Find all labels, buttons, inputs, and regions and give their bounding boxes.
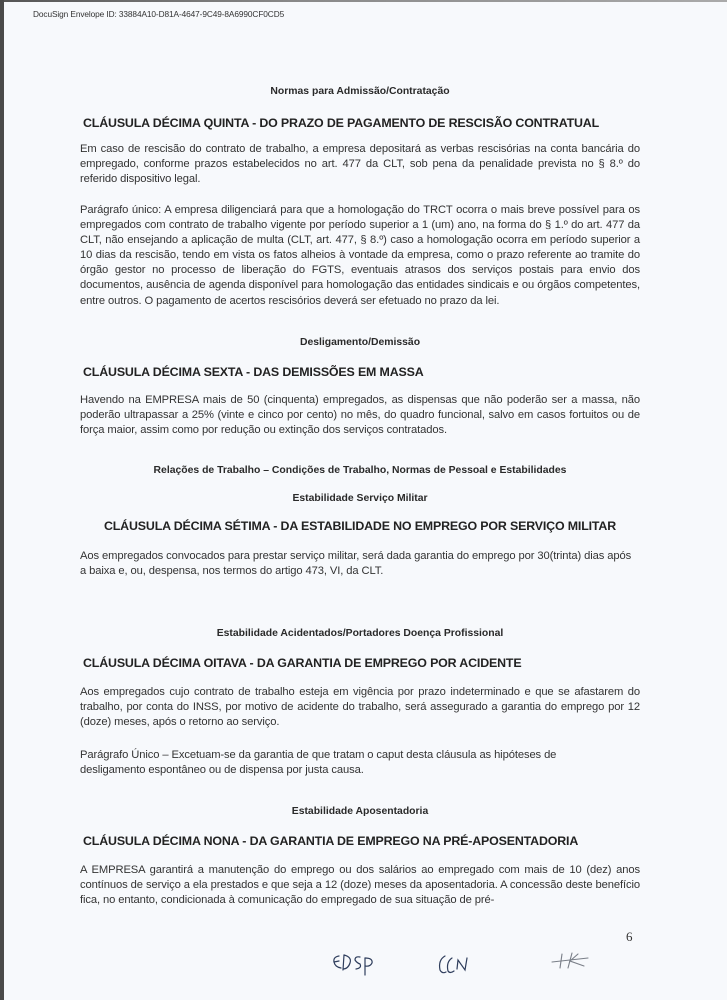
clause-title: CLÁUSULA DÉCIMA NONA - DA GARANTIA DE EMPREGO NA PRÉ-APOSENTADORIA <box>83 834 579 848</box>
initials-signature-3 <box>548 948 603 974</box>
section-heading: Relações de Trabalho – Condições de Trabalho, Normas de Pessoal e Estabilidades <box>153 465 567 476</box>
paragraph: Parágrafo único: A empresa diligenciará para que a homologação do TRCT ocorra o mais breve possível para os empregados com contrato de trabalho vigente por período superior a 1 (um) ano, na forma do § 1.º do art. 477 da CLT, não ensejando a aplicação de multa (CLT, art. 477, § 8.º) caso a homologação ocorra em período superior a 10 dias da rescisão, tendo em vista os fatos alheios à vontade da empresa, como o prazo referente ao tramite do órgão gestor no processo de liberação do FGTS, eventuais atrasos dos serviços postais para envio dos documentos, ausência de agenda disponível para homologação das entidades sindicais e ou órgãos competentes, entre outros. O pagamento de acertos rescisórios deverá ser efetuado no prazo da lei. <box>80 204 640 307</box>
initials-signature-1 <box>330 948 380 978</box>
initials-signature-2 <box>436 950 481 978</box>
page-number: 6 <box>626 929 633 944</box>
clause-title: CLÁUSULA DÉCIMA SEXTA - DAS DEMISSÕES EM MASSA <box>83 365 424 379</box>
paragraph: A EMPRESA garantirá a manutenção do emprego ou dos salários ao empregado com mais de 10 (dez) anos contínuos de serviço a ela prestados e que seja a 12 (doze) meses da aposentadoria. A concessão deste benefício fica, no entanto, condicionada à comunicação do empregado de sua situação de pré- <box>80 864 640 907</box>
section-heading: Estabilidade Aposentadoria <box>291 806 429 817</box>
paragraph: Havendo na EMPRESA mais de 50 (cinquenta) empregados, as dispensas que não poderão ser a massa, não poderão ultrapassar a 25% (vinte e cinco por cento) no mês, do quadro funcional, salvo em casos fortuitos ou de força maior, assim como por redução ou extinção dos serviços contratados. <box>80 394 640 437</box>
section-heading: Desligamento/Demissão <box>299 337 421 348</box>
initials-jk-drawing <box>552 953 588 968</box>
paragraph: Aos empregados cujo contrato de trabalho esteja em vigência por prazo indeterminado e que se afastarem do trabalho, por conta do INSS, por motivo de acidente do trabalho, será assegurado a garantia do emprego por 12 (doze) meses, após o retorno ao serviço. <box>80 686 640 729</box>
scan-left-edge <box>0 0 4 1000</box>
clause-title: CLÁUSULA DÉCIMA OITAVA - DA GARANTIA DE EMPREGO POR ACIDENTE <box>83 656 522 670</box>
scan-top-edge <box>0 0 727 2</box>
section-heading: Estabilidade Acidentados/Portadores Doença Profissional <box>216 628 504 639</box>
paragraph: Parágrafo Único – Excetuam-se da garantia de que tratam o caput desta cláusula as hipóteses de desligamento espontâneo ou de dispensa por justa causa. <box>80 749 557 777</box>
initials-ccn-drawing <box>440 956 467 973</box>
section-subheading: Estabilidade Serviço Militar <box>292 493 428 504</box>
initials-edsp-drawing <box>334 955 372 975</box>
section-heading: Normas para Admissão/Contratação <box>270 86 450 97</box>
clause-title: CLÁUSULA DÉCIMA QUINTA - DO PRAZO DE PAGAMENTO DE RESCISÃO CONTRATUAL <box>83 116 600 130</box>
clause-title: CLÁUSULA DÉCIMA SÉTIMA - DA ESTABILIDADE NO EMPREGO POR SERVIÇO MILITAR <box>103 519 617 533</box>
paragraph: Em caso de rescisão do contrato de trabalho, a empresa depositará as verbas rescisórias na conta bancária do empregado, conforme prazos estabelecidos no art. 477 da CLT, sob pena da penalidade prevista no § 8.º do referido dispositivo legal. <box>80 143 640 186</box>
docusign-envelope-id: DocuSign Envelope ID: 33884A10-D81A-4647-9C49-8A6990CF0CD5 <box>33 9 285 19</box>
paragraph: Aos empregados convocados para prestar serviço militar, será dada garantia do emprego por 30(trinta) dias após a baixa e, ou, despensa, nos termos do artigo 473, VI, da CLT. <box>80 550 632 578</box>
